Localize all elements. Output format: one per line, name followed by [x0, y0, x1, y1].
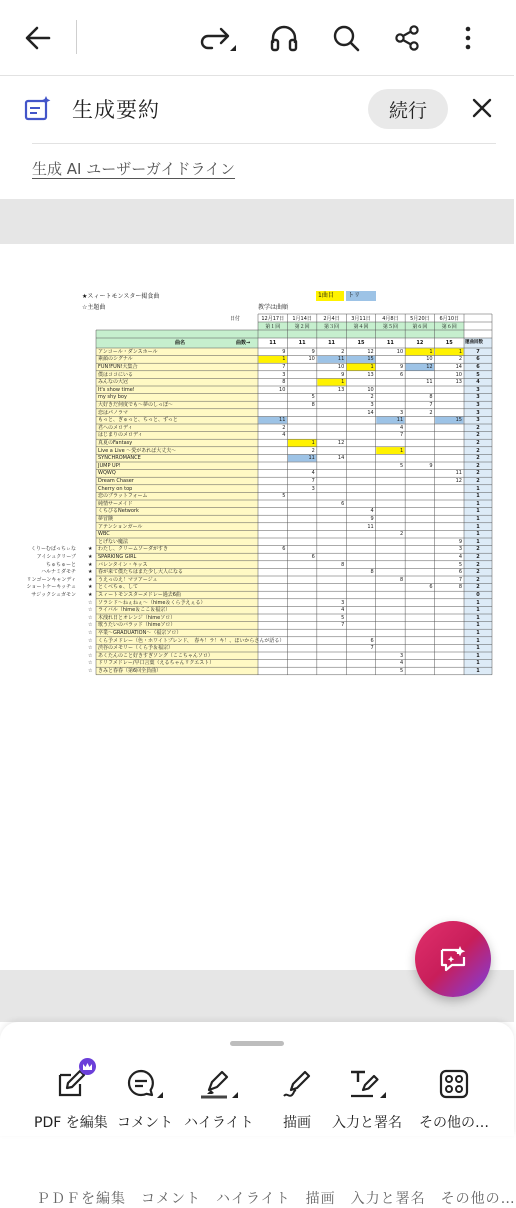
- song-total: 1: [476, 508, 480, 515]
- highlight-tool[interactable]: [184, 1066, 254, 1136]
- header-count-label: 曲数→: [236, 340, 251, 346]
- song-order: 1: [282, 356, 286, 363]
- song-order: 2: [282, 424, 286, 431]
- member-star: ☆: [88, 630, 93, 636]
- song-total: 1: [476, 660, 480, 667]
- song-order: 10: [279, 386, 286, 393]
- song-total: 3: [476, 409, 480, 416]
- draw-icon: [281, 1068, 313, 1100]
- header-round: 第３回: [324, 323, 340, 330]
- premium-crown-badge: [79, 1058, 96, 1075]
- member-star: ☆: [88, 607, 93, 614]
- song-name: はじまりのメロディ: [98, 432, 143, 439]
- song-name: あくたんのこと好きすぎソング（ここちゃんソロ）: [98, 652, 213, 659]
- song-order: 5: [282, 493, 286, 500]
- song-total: 1: [476, 538, 480, 545]
- song-order: 14: [337, 455, 345, 462]
- song-order: 1: [370, 364, 374, 370]
- header-count: 11: [298, 340, 306, 346]
- song-order: 6: [458, 569, 462, 576]
- song-total: 2: [476, 478, 480, 484]
- header-date: 4月8日: [382, 315, 399, 322]
- tool-label: 入力と署名: [332, 1115, 402, 1131]
- song-order: 5: [399, 668, 404, 674]
- member-name: ショートケーキッチュ: [26, 584, 76, 591]
- song-order: 11: [337, 356, 345, 363]
- header-round: 第４回: [353, 323, 369, 330]
- member-star: ☆: [88, 599, 93, 606]
- song-name: もっと、ぎゅっと、ちっと、ずっと: [98, 417, 178, 424]
- song-order: 13: [367, 371, 374, 378]
- member-star: ☆: [88, 652, 93, 659]
- song-order: 14: [367, 409, 374, 416]
- song-name: SPARKING GIRL: [98, 554, 137, 560]
- song-total: 1: [476, 531, 480, 538]
- member-star: ☆: [88, 637, 93, 644]
- song-order: 11: [308, 455, 315, 462]
- song-name: 恋はパノラマ: [98, 409, 129, 416]
- song-total: 1: [476, 614, 480, 621]
- more-button[interactable]: [444, 14, 492, 62]
- song-total: 6: [476, 364, 480, 370]
- song-total: 2: [476, 447, 480, 454]
- song-total: 1: [476, 485, 480, 492]
- member-star: ☆: [88, 668, 93, 674]
- song-order: 3: [341, 599, 345, 606]
- song-order: 4: [341, 607, 345, 614]
- song-order: 12: [426, 364, 433, 370]
- song-name: 大好きだ何度でも～夢のしっぽ～: [98, 402, 174, 408]
- song-order: 9: [311, 348, 315, 355]
- share-icon: [393, 24, 421, 52]
- song-name: 卒業～GRADUATION～（福宗ソロ）: [98, 630, 182, 636]
- song-order: 7: [429, 402, 433, 408]
- song-name: 純情サーメイド: [98, 500, 133, 507]
- header-count: 11: [269, 340, 277, 346]
- pdf-page[interactable]: [0, 244, 514, 970]
- more-vertical-icon: [463, 25, 473, 51]
- tool-label: ハイライト: [184, 1115, 254, 1131]
- song-order: 8: [429, 394, 433, 401]
- song-name: Dream Chaser: [98, 478, 134, 484]
- song-name: 春が来て僕たちはまた少し大人になる: [98, 569, 184, 576]
- song-total: 2: [476, 554, 480, 560]
- header-date: 3月11日: [351, 315, 371, 322]
- song-order: 1: [458, 348, 462, 355]
- song-total: 2: [476, 561, 480, 568]
- song-order: 11: [455, 470, 462, 477]
- sheet-handle[interactable]: [230, 1041, 284, 1046]
- fill-sign-tool[interactable]: [332, 1066, 402, 1136]
- song-order: 2: [311, 447, 315, 454]
- song-order: 10: [337, 364, 345, 370]
- song-order: 11: [426, 379, 433, 386]
- crown-icon: [82, 1062, 93, 1071]
- song-order: 8: [311, 402, 315, 408]
- header-round: 第６回: [441, 323, 457, 330]
- song-order: 12: [367, 348, 374, 355]
- song-order: 13: [455, 379, 462, 386]
- song-total: 1: [476, 523, 480, 530]
- header-round: 第２回: [294, 323, 310, 330]
- top-toolbar: [0, 0, 514, 76]
- header-count: 15: [357, 340, 365, 346]
- song-total: 2: [476, 470, 480, 477]
- song-order: 8: [282, 379, 286, 386]
- song-name: It's show time!: [98, 386, 135, 393]
- song-order: 11: [279, 417, 286, 424]
- song-order: 10: [426, 356, 433, 363]
- continue-button[interactable]: 続行: [368, 89, 448, 129]
- member-star: ☆: [88, 660, 93, 667]
- song-total: 2: [476, 424, 480, 431]
- more-tools-icon: [439, 1069, 469, 1099]
- song-order: 15: [455, 417, 462, 424]
- song-order: 6: [399, 371, 404, 378]
- header-count: 15: [445, 340, 453, 346]
- song-order: 15: [367, 356, 374, 363]
- song-name: 恋のプラットフォーム: [98, 493, 148, 500]
- member-name: くりーむぱっちぃな: [30, 546, 76, 553]
- song-order: 4: [458, 554, 462, 560]
- header-date: 6月10日: [439, 315, 460, 322]
- member-star: ★: [88, 592, 93, 598]
- member-star: ★: [88, 561, 93, 568]
- header-count: 12: [416, 340, 424, 346]
- song-name: SYNCHROMANCE: [98, 455, 141, 462]
- song-order: 6: [370, 637, 374, 644]
- song-order: 1: [341, 379, 345, 386]
- song-order: 8: [370, 569, 374, 576]
- song-name: my shy boy: [98, 394, 127, 401]
- song-order: 9: [282, 348, 286, 355]
- song-total: 3: [476, 394, 480, 401]
- song-total: 2: [476, 584, 480, 591]
- song-name: WBC: [98, 531, 110, 538]
- song-name: アンコール・ダンスホール: [98, 348, 158, 355]
- song-order: 11: [396, 417, 404, 424]
- song-order: 4: [311, 470, 315, 477]
- doc-note: 教学は曲順: [258, 304, 289, 311]
- song-order: 9: [399, 364, 404, 370]
- song-name: 素顔のシグナル: [98, 356, 133, 363]
- song-total: 3: [476, 417, 480, 424]
- header-song: 曲名: [175, 340, 186, 346]
- song-name: とげない魔法: [98, 538, 129, 545]
- member-star: ☆: [88, 614, 93, 621]
- comment-icon: [126, 1068, 164, 1100]
- member-star: ★: [88, 584, 93, 591]
- member-star: ★: [88, 554, 93, 560]
- song-name: 真夏のFantasy: [98, 440, 133, 446]
- song-order: 5: [341, 614, 345, 621]
- song-total: 7: [476, 348, 480, 355]
- song-name: FUN!FUN!大集合: [98, 364, 138, 370]
- header-total: 運曲回数: [465, 340, 483, 345]
- header-date: 5月20日: [410, 315, 430, 322]
- share-button[interactable]: [383, 14, 431, 62]
- song-name: 木洩れ日とオレンジ（himeソロ）: [98, 614, 176, 621]
- song-order: 2: [429, 409, 433, 416]
- search-icon: [332, 24, 360, 52]
- song-name: くちびるNetwork: [98, 508, 139, 515]
- member-name: アイシュクリーブ: [36, 554, 76, 560]
- song-order: 1: [311, 440, 315, 446]
- close-icon[interactable]: [466, 92, 498, 124]
- doc-title: ★スィートモンスター掲食曲: [82, 293, 160, 300]
- song-name: 夢冒険: [98, 516, 114, 522]
- song-order: 5: [311, 394, 315, 401]
- doc-subtitle: ☆主題曲: [82, 304, 106, 311]
- highlight-icon: [199, 1068, 239, 1100]
- song-order: 5: [399, 462, 404, 469]
- header-date: 2月4日: [323, 315, 340, 322]
- song-total: 4: [476, 379, 480, 386]
- ai-chat-icon: [438, 944, 468, 974]
- song-total: 1: [476, 516, 480, 522]
- song-total: 1: [476, 668, 480, 674]
- song-name: アテンションガール: [98, 523, 143, 530]
- song-order: 7: [341, 622, 345, 629]
- song-total: 1: [476, 599, 480, 606]
- song-total: 1: [476, 622, 480, 629]
- more-tools-button[interactable]: [408, 1066, 500, 1136]
- song-order: 3: [399, 652, 404, 659]
- song-total: 3: [476, 402, 480, 408]
- member-star: ★: [88, 546, 93, 553]
- listen-button[interactable]: [260, 14, 308, 62]
- ai-summary-icon: [24, 95, 52, 121]
- member-star: ★: [88, 576, 93, 583]
- ai-assistant-button[interactable]: [415, 921, 491, 997]
- legend-first-label: 1曲目: [318, 292, 334, 299]
- ai-summary-title: 生成要約: [72, 98, 160, 122]
- song-total: 2: [476, 576, 480, 583]
- song-name: くら予メドレー（色・ホワイトブレンド、 春キ！ラ！キ！、ほいからさんが語る）: [98, 637, 285, 644]
- song-name: Cherry on top: [98, 485, 133, 492]
- song-order: 4: [399, 424, 404, 431]
- song-order: 9: [341, 371, 345, 378]
- song-name: きみと春春（第6回全員曲）: [98, 668, 162, 674]
- song-order: 3: [311, 485, 315, 492]
- song-name: ドリフメドレー/早口言葉（えるちゃんリクエスト）: [98, 660, 215, 667]
- header-round: 第６回: [412, 323, 428, 330]
- member-name: ちゅちゅーと: [45, 561, 76, 568]
- member-star: ☆: [88, 622, 93, 629]
- song-total: 2: [476, 569, 480, 576]
- song-order: 4: [370, 508, 374, 515]
- song-name: わたし、クリームソーダがすき: [98, 546, 169, 553]
- member-star: ★: [88, 569, 93, 576]
- song-order: 13: [337, 386, 345, 393]
- tool-label: 描画: [283, 1115, 311, 1131]
- song-order: 10: [396, 348, 404, 355]
- song-total: 5: [476, 371, 480, 378]
- song-total: 2: [476, 455, 480, 462]
- legend-last-label: トリ: [348, 292, 361, 299]
- tool-label: コメント: [117, 1115, 173, 1131]
- song-name: 君へのメロディ: [98, 424, 133, 431]
- song-total: 1: [476, 493, 480, 500]
- song-order: 4: [282, 432, 286, 439]
- back-button[interactable]: [14, 14, 62, 62]
- song-order: 8: [458, 584, 462, 591]
- headphones-icon: [269, 23, 299, 53]
- member-star: ☆: [88, 645, 93, 652]
- song-order: 11: [367, 523, 374, 530]
- toolbar-divider: [76, 20, 77, 54]
- song-order: 10: [308, 356, 315, 363]
- fill-sign-icon: [347, 1068, 387, 1100]
- song-order: 10: [455, 371, 462, 378]
- song-order: 7: [370, 645, 374, 652]
- header-count: 11: [328, 340, 336, 346]
- redo-button[interactable]: [194, 14, 242, 62]
- schedule-table: [0, 244, 514, 970]
- member-name: ハルナミダモチ: [40, 569, 76, 576]
- song-order: 8: [399, 576, 404, 583]
- song-order: 10: [367, 386, 374, 393]
- song-name: ソラシド～ねぇねぇ～（hime＆くら予えぇる）: [98, 599, 206, 606]
- song-order: 9: [370, 516, 374, 522]
- song-order: 12: [455, 478, 462, 484]
- overscroll-ghost-text: ＰＤＦを編集 コメント ハイライト 描画 入力と署名 その他の…: [36, 1191, 516, 1207]
- song-total: 1: [476, 630, 480, 636]
- song-name: スィートモンスターメドレー過去6曲: [98, 592, 181, 598]
- song-order: 7: [399, 432, 404, 439]
- arrow-left-icon: [24, 24, 52, 52]
- song-order: 6: [341, 500, 345, 507]
- song-order: 7: [311, 478, 315, 484]
- header-round: 第１回: [265, 323, 281, 330]
- song-total: 2: [476, 546, 480, 553]
- song-name: ライバル（hime＆ここ＆福宗）: [98, 607, 171, 614]
- tool-label: その他の…: [419, 1115, 489, 1131]
- edit-pdf-tool[interactable]: [34, 1066, 108, 1136]
- ai-guideline-link[interactable]: 生成 AI ユーザーガイドライン: [32, 160, 236, 178]
- song-name: JUMP UP!: [98, 462, 121, 469]
- song-total: 2: [476, 432, 480, 439]
- song-order: 3: [458, 546, 462, 553]
- comment-tool[interactable]: [117, 1066, 173, 1136]
- song-order: 6: [282, 546, 286, 553]
- song-order: 1: [429, 348, 433, 355]
- song-order: 3: [370, 402, 374, 408]
- song-name: 僕はココにいる: [98, 371, 134, 378]
- header-count: 11: [386, 340, 394, 346]
- song-order: 3: [399, 409, 404, 416]
- draw-tool[interactable]: [280, 1066, 314, 1136]
- song-total: 1: [476, 645, 480, 652]
- header-date: 1月14日: [292, 315, 312, 322]
- song-total: 0: [476, 592, 480, 598]
- header-date-label: 日付: [230, 315, 241, 322]
- header-round: 第５回: [382, 323, 398, 330]
- song-order: 2: [458, 356, 462, 363]
- song-name: とくべちゅ、して: [98, 584, 139, 591]
- song-order: 9: [429, 462, 433, 469]
- ai-panel-divider: [32, 143, 496, 144]
- song-name: WQWQ: [98, 470, 116, 477]
- song-order: 6: [429, 584, 433, 591]
- page-gap-top: [0, 199, 514, 244]
- song-name: バレンタイン・キッス: [98, 561, 148, 568]
- song-order: 8: [341, 561, 345, 568]
- song-order: 1: [399, 447, 404, 454]
- song-order: 3: [282, 371, 286, 378]
- edit-pdf-icon: [56, 1069, 86, 1099]
- song-total: 6: [476, 356, 480, 363]
- song-order: 2: [399, 531, 404, 538]
- song-order: 2: [370, 394, 374, 401]
- song-order: 5: [458, 561, 462, 568]
- redo-icon: [196, 20, 240, 56]
- song-order: 6: [311, 554, 315, 560]
- song-name: Live a Live ～愛があれば大丈夫～: [98, 447, 177, 454]
- tool-label: PDF を編集: [34, 1115, 108, 1131]
- song-order: 2: [341, 348, 345, 355]
- song-name: 歌うたいのバラッド（himeソロ）: [98, 622, 176, 629]
- song-total: 1: [476, 500, 480, 507]
- song-order: 9: [458, 538, 462, 545]
- song-total: 1: [476, 637, 480, 644]
- song-name: みんなの大冠: [98, 379, 129, 386]
- member-name: リンゴーンキャンディ: [26, 576, 76, 583]
- song-order: 7: [458, 576, 462, 583]
- song-order: 14: [455, 364, 462, 370]
- song-total: 1: [476, 607, 480, 614]
- song-total: 2: [476, 440, 480, 446]
- song-order: 4: [399, 660, 404, 667]
- song-total: 1: [476, 652, 480, 659]
- song-total: 3: [476, 386, 480, 393]
- search-button[interactable]: [322, 14, 370, 62]
- song-name: 渋谷のメモリー（くら予＆福宗）: [98, 645, 174, 652]
- song-order: 7: [282, 364, 286, 370]
- member-name: サジックシュガモン: [31, 592, 76, 598]
- song-order: 12: [337, 440, 345, 446]
- song-name: うえっのえ！マツアージュ: [98, 576, 158, 583]
- song-total: 2: [476, 462, 480, 469]
- header-date: 12月17日: [261, 315, 285, 322]
